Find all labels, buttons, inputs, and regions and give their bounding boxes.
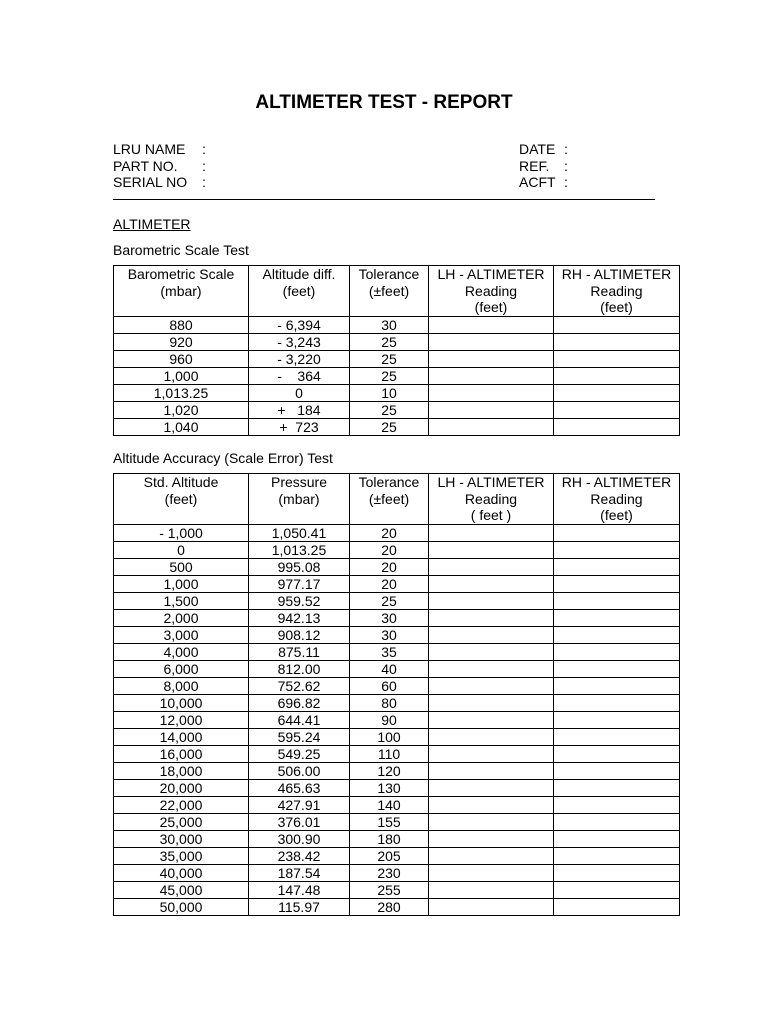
cell-tolerance: 110	[350, 745, 429, 762]
cell-pressure: 1,050.41	[249, 524, 350, 541]
barometric-table	[113, 265, 680, 436]
cell-rh-reading[interactable]	[554, 316, 680, 333]
field-ref[interactable]	[519, 158, 599, 175]
cell-std-altitude: 4,000	[114, 643, 249, 660]
field-colon: :	[564, 174, 568, 190]
column-header-line: (±feet)	[368, 490, 410, 507]
column-header-altitude-diff	[249, 266, 350, 317]
table-row	[114, 626, 680, 643]
column-header-line: (feet)	[600, 299, 633, 315]
cell-rh-reading[interactable]	[554, 575, 680, 592]
cell-pressure: 506.00	[249, 762, 350, 779]
column-header-line: RH - ALTIMETER	[561, 474, 672, 490]
cell-altitude-diff: + 723	[249, 418, 350, 435]
cell-tolerance: 25	[350, 401, 429, 418]
field-label: REF.	[519, 157, 550, 174]
cell-tolerance: 60	[350, 677, 429, 694]
cell-std-altitude: 30,000	[114, 830, 249, 847]
table-row	[114, 728, 680, 745]
table-row	[114, 316, 680, 333]
column-header-std-altitude	[114, 474, 249, 525]
table-row	[114, 677, 680, 694]
column-header-line: (mbar)	[278, 490, 320, 507]
cell-tolerance: 90	[350, 711, 429, 728]
column-header-line: (mbar)	[160, 282, 202, 299]
table-row	[114, 762, 680, 779]
cell-lh-reading[interactable]	[429, 626, 554, 643]
column-header-line: Reading	[590, 282, 643, 299]
cell-pressure: 752.62	[249, 677, 350, 694]
cell-rh-reading[interactable]	[554, 592, 680, 609]
cell-tolerance: 30	[350, 626, 429, 643]
column-header-tolerance	[350, 474, 429, 525]
cell-tolerance: 255	[350, 881, 429, 898]
column-header-line: Barometric Scale	[127, 266, 235, 282]
column-header-line: Reading	[590, 490, 643, 507]
cell-rh-reading[interactable]	[554, 796, 680, 813]
cell-lh-reading[interactable]	[429, 711, 554, 728]
cell-rh-reading[interactable]	[554, 626, 680, 643]
cell-rh-reading[interactable]	[554, 694, 680, 711]
cell-std-altitude: 45,000	[114, 881, 249, 898]
cell-pressure: 427.91	[249, 796, 350, 813]
field-colon: :	[202, 157, 206, 174]
column-header-line: (feet)	[282, 282, 316, 299]
cell-tolerance: 130	[350, 779, 429, 796]
column-header-barometric-scale	[114, 266, 249, 317]
column-header-rh-reading	[554, 474, 680, 525]
table-row	[114, 609, 680, 626]
cell-lh-reading[interactable]	[429, 745, 554, 762]
cell-rh-reading[interactable]	[554, 813, 680, 830]
cell-rh-reading[interactable]	[554, 898, 680, 915]
column-header-line: (±feet)	[368, 282, 410, 299]
cell-std-altitude: 20,000	[114, 779, 249, 796]
cell-barometric-scale: 880	[114, 316, 249, 333]
cell-lh-reading[interactable]	[429, 694, 554, 711]
cell-std-altitude: 500	[114, 558, 249, 575]
cell-lh-reading[interactable]	[429, 592, 554, 609]
table-row	[114, 541, 680, 558]
table-row	[114, 333, 680, 350]
cell-barometric-scale: 1,013.25	[114, 384, 249, 401]
cell-pressure: 644.41	[249, 711, 350, 728]
report-title: ALTIMETER TEST - REPORT	[255, 92, 513, 113]
cell-rh-reading[interactable]	[554, 830, 680, 847]
accuracy-table	[113, 473, 680, 916]
cell-altitude-diff: - 3,220	[249, 350, 350, 367]
cell-tolerance: 20	[350, 575, 429, 592]
cell-rh-reading[interactable]	[554, 881, 680, 898]
table-row	[114, 643, 680, 660]
cell-barometric-scale: 920	[114, 333, 249, 350]
cell-tolerance: 20	[350, 524, 429, 541]
table-row	[114, 813, 680, 830]
cell-rh-reading[interactable]	[554, 401, 680, 418]
cell-rh-reading[interactable]	[554, 350, 680, 367]
cell-pressure: 977.17	[249, 575, 350, 592]
table-row	[114, 847, 680, 864]
cell-lh-reading[interactable]	[429, 830, 554, 847]
cell-altitude-diff: 0	[249, 384, 350, 401]
cell-tolerance: 280	[350, 898, 429, 915]
cell-std-altitude: 3,000	[114, 626, 249, 643]
cell-pressure: 1,013.25	[249, 541, 350, 558]
table-row	[114, 350, 680, 367]
cell-tolerance: 100	[350, 728, 429, 745]
cell-rh-reading[interactable]	[554, 660, 680, 677]
cell-tolerance: 25	[350, 418, 429, 435]
cell-tolerance: 140	[350, 796, 429, 813]
cell-barometric-scale: 960	[114, 350, 249, 367]
cell-std-altitude: 18,000	[114, 762, 249, 779]
cell-lh-reading[interactable]	[429, 541, 554, 558]
barometric-caption: Barometric Scale Test	[113, 242, 249, 258]
cell-tolerance: 25	[350, 367, 429, 384]
section-title: ALTIMETER	[113, 216, 191, 232]
cell-lh-reading[interactable]	[429, 847, 554, 864]
cell-lh-reading[interactable]	[429, 384, 554, 401]
cell-tolerance: 120	[350, 762, 429, 779]
cell-pressure: 875.11	[249, 643, 350, 660]
cell-std-altitude: 1,000	[114, 575, 249, 592]
cell-rh-reading[interactable]	[554, 762, 680, 779]
header-divider	[113, 199, 655, 200]
column-header-line: LH - ALTIMETER	[437, 266, 545, 282]
cell-lh-reading[interactable]	[429, 609, 554, 626]
cell-lh-reading[interactable]	[429, 881, 554, 898]
cell-barometric-scale: 1,000	[114, 367, 249, 384]
field-acft[interactable]	[519, 174, 599, 191]
column-header-line: Tolerance	[358, 474, 420, 490]
table-row	[114, 384, 680, 401]
table-row	[114, 694, 680, 711]
cell-rh-reading[interactable]	[554, 384, 680, 401]
cell-tolerance: 30	[350, 316, 429, 333]
column-header-line: RH - ALTIMETER	[561, 266, 672, 282]
cell-rh-reading[interactable]	[554, 711, 680, 728]
field-label: ACFT	[519, 174, 556, 190]
cell-tolerance: 180	[350, 830, 429, 847]
table-header	[114, 474, 680, 525]
cell-std-altitude: 10,000	[114, 694, 249, 711]
cell-pressure: 300.90	[249, 830, 350, 847]
table-row	[114, 401, 680, 418]
cell-pressure: 376.01	[249, 813, 350, 830]
column-header-lh-reading	[429, 474, 554, 525]
column-header-rh-reading	[554, 266, 680, 317]
field-part-no[interactable]	[113, 158, 233, 175]
cell-rh-reading[interactable]	[554, 541, 680, 558]
field-colon: :	[564, 157, 568, 174]
cell-pressure: 812.00	[249, 660, 350, 677]
cell-pressure: 908.12	[249, 626, 350, 643]
cell-std-altitude: 2,000	[114, 609, 249, 626]
table-row	[114, 558, 680, 575]
column-header-pressure	[249, 474, 350, 525]
cell-barometric-scale: 1,040	[114, 418, 249, 435]
field-serial-no[interactable]	[113, 174, 233, 191]
cell-lh-reading[interactable]	[429, 677, 554, 694]
cell-tolerance: 25	[350, 350, 429, 367]
column-header-line: Reading	[464, 490, 518, 507]
cell-rh-reading[interactable]	[554, 609, 680, 626]
column-header-line: Tolerance	[358, 266, 420, 282]
table-row	[114, 524, 680, 541]
cell-rh-reading[interactable]	[554, 779, 680, 796]
cell-lh-reading[interactable]	[429, 316, 554, 333]
cell-std-altitude: 6,000	[114, 660, 249, 677]
cell-std-altitude: 22,000	[114, 796, 249, 813]
table-row	[114, 575, 680, 592]
cell-pressure: 959.52	[249, 592, 350, 609]
column-header-lh-reading	[429, 266, 554, 317]
field-date[interactable]	[519, 141, 599, 158]
cell-lh-reading[interactable]	[429, 864, 554, 881]
column-header-line: (feet)	[600, 507, 633, 523]
field-colon: :	[202, 141, 206, 157]
table-row	[114, 779, 680, 796]
cell-tolerance: 30	[350, 609, 429, 626]
cell-rh-reading[interactable]	[554, 847, 680, 864]
column-header-line: Std. Altitude	[143, 474, 219, 490]
cell-lh-reading[interactable]	[429, 558, 554, 575]
cell-lh-reading[interactable]	[429, 728, 554, 745]
column-header-line: (feet)	[474, 299, 508, 315]
cell-std-altitude: 14,000	[114, 728, 249, 745]
table-row	[114, 864, 680, 881]
cell-pressure: 147.48	[249, 881, 350, 898]
column-header-line: ( feet )	[470, 507, 512, 523]
column-header-line: LH - ALTIMETER	[437, 474, 545, 490]
cell-pressure: 696.82	[249, 694, 350, 711]
cell-altitude-diff: - 364	[249, 367, 350, 384]
cell-tolerance: 205	[350, 847, 429, 864]
cell-tolerance: 155	[350, 813, 429, 830]
table-row	[114, 418, 680, 435]
header-right-fields	[519, 141, 599, 191]
cell-rh-reading[interactable]	[554, 643, 680, 660]
cell-rh-reading[interactable]	[554, 418, 680, 435]
cell-pressure: 187.54	[249, 864, 350, 881]
table-row	[114, 796, 680, 813]
table-body	[114, 316, 680, 435]
cell-tolerance: 40	[350, 660, 429, 677]
cell-tolerance: 25	[350, 333, 429, 350]
field-colon: :	[564, 141, 568, 157]
cell-lh-reading[interactable]	[429, 660, 554, 677]
cell-lh-reading[interactable]	[429, 813, 554, 830]
cell-rh-reading[interactable]	[554, 524, 680, 541]
cell-rh-reading[interactable]	[554, 333, 680, 350]
cell-lh-reading[interactable]	[429, 796, 554, 813]
table-row	[114, 745, 680, 762]
cell-std-altitude: 12,000	[114, 711, 249, 728]
field-label: LRU NAME	[113, 141, 186, 157]
header-row	[114, 474, 680, 525]
table-header	[114, 266, 680, 317]
header-left-fields	[113, 141, 233, 191]
cell-lh-reading[interactable]	[429, 524, 554, 541]
cell-lh-reading[interactable]	[429, 762, 554, 779]
cell-rh-reading[interactable]	[554, 558, 680, 575]
cell-tolerance: 20	[350, 558, 429, 575]
cell-std-altitude: 40,000	[114, 864, 249, 881]
header-row	[114, 266, 680, 317]
accuracy-caption: Altitude Accuracy (Scale Error) Test	[113, 450, 333, 466]
cell-lh-reading[interactable]	[429, 401, 554, 418]
cell-std-altitude: - 1,000	[114, 524, 249, 541]
cell-tolerance: 25	[350, 592, 429, 609]
cell-lh-reading[interactable]	[429, 898, 554, 915]
field-lru-name[interactable]	[113, 141, 233, 158]
cell-std-altitude: 0	[114, 541, 249, 558]
cell-std-altitude: 35,000	[114, 847, 249, 864]
cell-lh-reading[interactable]	[429, 367, 554, 384]
table-row	[114, 367, 680, 384]
cell-tolerance: 35	[350, 643, 429, 660]
cell-pressure: 549.25	[249, 745, 350, 762]
cell-rh-reading[interactable]	[554, 745, 680, 762]
table-row	[114, 660, 680, 677]
field-label: DATE	[519, 141, 556, 157]
cell-pressure: 595.24	[249, 728, 350, 745]
cell-pressure: 942.13	[249, 609, 350, 626]
column-header-line: Altitude diff.	[262, 266, 336, 282]
cell-barometric-scale: 1,020	[114, 401, 249, 418]
cell-tolerance: 20	[350, 541, 429, 558]
cell-rh-reading[interactable]	[554, 677, 680, 694]
table-body	[114, 524, 680, 915]
cell-pressure: 115.97	[249, 898, 350, 915]
table-row	[114, 711, 680, 728]
cell-lh-reading[interactable]	[429, 643, 554, 660]
cell-tolerance: 80	[350, 694, 429, 711]
column-header-line: Reading	[464, 282, 518, 299]
cell-std-altitude: 1,500	[114, 592, 249, 609]
table-row	[114, 592, 680, 609]
cell-altitude-diff: - 6,394	[249, 316, 350, 333]
column-header-line: (feet)	[164, 490, 198, 507]
cell-pressure: 238.42	[249, 847, 350, 864]
cell-pressure: 465.63	[249, 779, 350, 796]
cell-std-altitude: 8,000	[114, 677, 249, 694]
table-row	[114, 830, 680, 847]
table-row	[114, 881, 680, 898]
cell-altitude-diff: - 3,243	[249, 333, 350, 350]
cell-rh-reading[interactable]	[554, 728, 680, 745]
field-colon: :	[202, 174, 206, 190]
cell-tolerance: 230	[350, 864, 429, 881]
cell-tolerance: 10	[350, 384, 429, 401]
cell-std-altitude: 25,000	[114, 813, 249, 830]
cell-std-altitude: 50,000	[114, 898, 249, 915]
field-label: PART NO.	[113, 157, 178, 174]
cell-std-altitude: 16,000	[114, 745, 249, 762]
column-header-tolerance	[350, 266, 429, 317]
cell-rh-reading[interactable]	[554, 367, 680, 384]
cell-lh-reading[interactable]	[429, 350, 554, 367]
cell-lh-reading[interactable]	[429, 333, 554, 350]
cell-rh-reading[interactable]	[554, 864, 680, 881]
cell-lh-reading[interactable]	[429, 779, 554, 796]
cell-lh-reading[interactable]	[429, 418, 554, 435]
cell-altitude-diff: + 184	[249, 401, 350, 418]
table-row	[114, 898, 680, 915]
field-label: SERIAL NO	[113, 174, 188, 190]
cell-pressure: 995.08	[249, 558, 350, 575]
column-header-line: Pressure	[270, 474, 328, 490]
cell-lh-reading[interactable]	[429, 575, 554, 592]
